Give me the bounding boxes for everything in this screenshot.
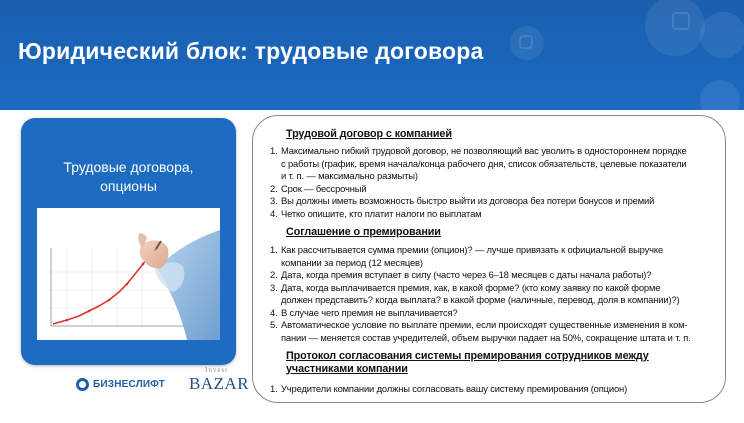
item-text: Вы должны иметь возможность быстро выйти из договора без потери бонусов и премий: [281, 195, 655, 206]
item-text: Дата, когда выплачивается премия, как, в какой форме? (кто кому заявку по какой форме: [281, 281, 661, 293]
decor-square: [519, 35, 533, 49]
list-item: [270, 319, 691, 344]
slide-title: Юридический блок: трудовые договора: [18, 38, 484, 64]
header-banner: [0, 0, 744, 110]
bizlift-logo-mark-icon: [76, 378, 89, 391]
item-number: 4.: [270, 306, 278, 318]
invest-bazar-logo: [189, 366, 250, 398]
item-text: Максимально гибкий трудовой договор, не позволяющий вас уволить в одностороннем порядке: [281, 145, 687, 156]
item-text: Четко опишите, кто платит налоги по выплатам: [281, 207, 482, 219]
section-title-bonus-agreement: Соглашение о премировании: [286, 226, 441, 238]
decor-circle: [700, 12, 744, 58]
decor-circle: [700, 80, 740, 110]
invest-bazar-logo-bazar: BAZAR: [189, 374, 250, 393]
item-number: 4.: [270, 207, 278, 219]
section-title-line: Протокол согласования системы премирования сотрудников между: [286, 350, 649, 362]
bonus-agreement-list: [270, 244, 691, 344]
list-item: [270, 244, 691, 269]
item-text: Автоматическое условие по выплате премии, если происходят существенные изменения в ком-: [281, 319, 688, 330]
topic-card-title-line: Трудовые договора,: [63, 159, 194, 175]
item-number: 1.: [270, 145, 278, 156]
item-text: компании за период (12 месяцев): [281, 256, 423, 268]
bizlift-logo: [76, 378, 165, 391]
section-title-bonus-protocol: [286, 350, 649, 375]
invest-bazar-logo-invest: Invest: [205, 366, 229, 374]
item-text: В случае чего премия не выплачивается?: [281, 306, 458, 318]
item-text: Как рассчитывается сумма премии (опцион)? — лучше привязать к официальной выручке: [281, 244, 664, 255]
item-number: 2.: [270, 269, 278, 280]
list-item: [270, 383, 627, 396]
topic-card: [21, 118, 236, 365]
item-number: 3.: [270, 195, 278, 206]
section-title-employment-contract: Трудовой договор с компанией: [286, 128, 452, 140]
item-text: Дата, когда премия вступает в силу (часто через 6–18 месяцев с даты начала работы)?: [281, 269, 652, 280]
item-text: Учредители компании должны согласовать вашу систему премирования (опцион): [281, 383, 628, 394]
list-item: [270, 145, 687, 183]
growth-chart-illustration: [37, 208, 220, 340]
item-text: пании — меняется состав учредителей, объем выручки падает на 50%, сокращение штата и т. п.: [281, 331, 691, 343]
item-number: 5.: [270, 319, 278, 330]
item-text: и т. п. — максимально размыты): [281, 170, 418, 181]
employment-contract-list: [270, 145, 687, 220]
list-item: [270, 195, 687, 208]
decor-square: [672, 12, 690, 30]
chart-icon: [37, 208, 220, 340]
item-number: 1.: [270, 244, 278, 255]
list-item: [270, 282, 691, 307]
list-item: [270, 307, 691, 320]
item-number: 1.: [270, 383, 278, 394]
item-text: Срок — бессрочный: [281, 182, 367, 194]
item-number: 2.: [270, 182, 278, 194]
item-text: должен представить? когда выплата? в какой форме (наличные, перевод, доля в компании)?): [281, 294, 680, 305]
bonus-protocol-list: [270, 383, 627, 396]
section-title-line: участниками компании: [286, 362, 408, 375]
item-number: 3.: [270, 281, 278, 293]
topic-card-title: [21, 158, 236, 196]
topic-card-title-line: опционы: [100, 178, 157, 194]
list-item: [270, 208, 687, 221]
list-item: [270, 269, 691, 282]
list-item: [270, 183, 687, 196]
item-text: с работы (график, время начала/конца рабочего дня, список обязательств, целевые показатели: [281, 157, 687, 169]
bizlift-logo-text: БИЗНЕСЛИФТ: [93, 379, 165, 390]
